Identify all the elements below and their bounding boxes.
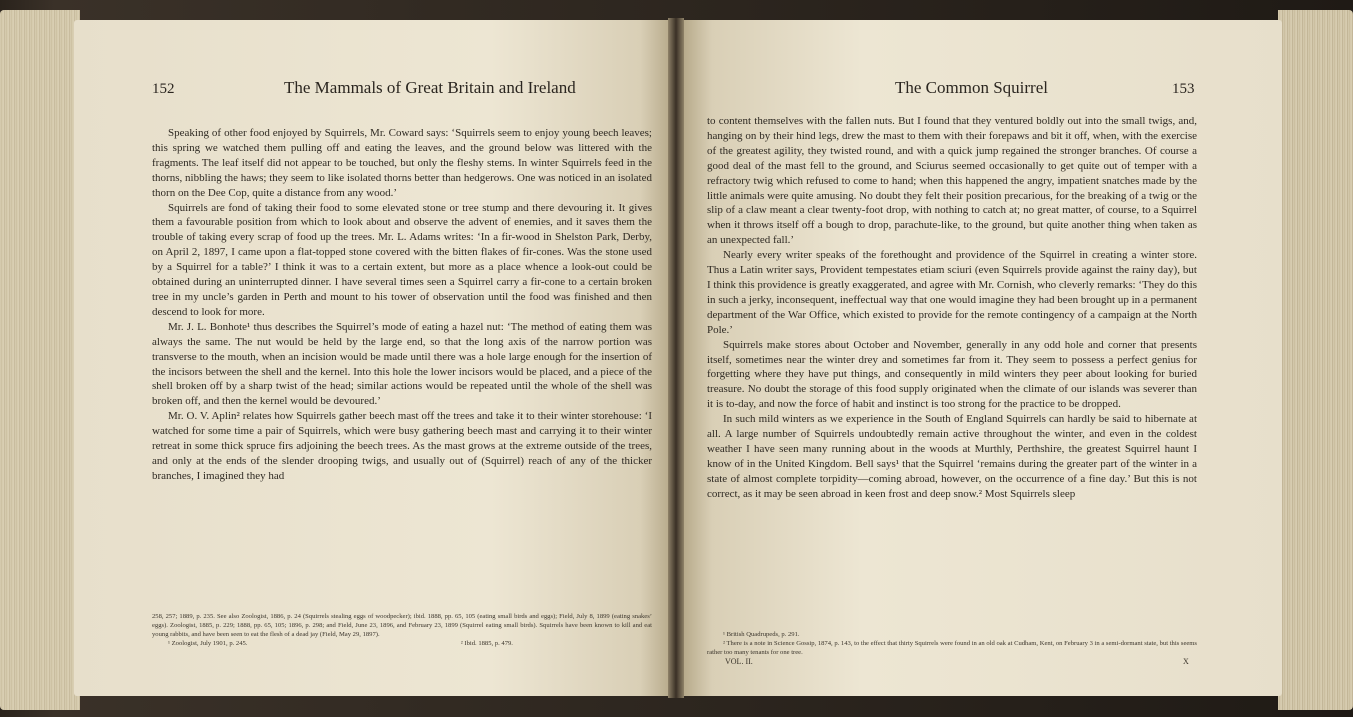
left-running-head: The Mammals of Great Britain and Ireland bbox=[284, 78, 576, 97]
paragraph: Mr. J. L. Bonhote¹ thus describes the Squirrel’s mode of eating a hazel nut: ‘The method of eating them was always the same. The nut would be held by the large end, so that the long axis of the narrow portion was transverse to the mouth, when an incision would be made until there was a hole large enough for the insertion of the incisors between the shell and the kernel. Into this hole the lower incisors would be placed, and a piece of the shell broken off by a sharp twist of the head; similar actions would be repeated until the whole of the shell was broken off, and then the kernel would be devoured.’ bbox=[152, 320, 652, 408]
gathering-signature: X bbox=[1183, 657, 1189, 666]
paragraph: Squirrels are fond of taking their food to some elevated stone or tree stump and there devouring it. It gives them a favourable position from which to look about and observe the advent of enemies, and it saves them the trouble of taking every scrap of food up the trees. Mr. L. Adams writes: ‘In a fir-wood in Shelston Park, Derby, on April 2, 1897, I came upon a flat-topped stone covered with the bitten flakes of fir-cones. Was the stone used by a Squirrel for a table?’ I think it was to a certain extent, but more as a place whence a look-out could be obtained during an uninterrupted dinner. I have several times seen a Squirrel carry a fir-cone to a certain broken tree in my uncle’s garden in Perth and mount to his tower of observation until the food was finished and then descend to look for more. bbox=[152, 201, 652, 318]
footnote: 258, 257; 1889, p. 235. See also Zoologist, 1886, p. 24 (Squirrels stealing eggs of woodpecker); ibid. 1888, pp. 65, 105 (eating small birds and eggs); Field, July 8, 1899 (eating snakes’ eggs). Zoologist, 1885, p. 229; 1888, pp. 65, 105; 1896, p. 298; and Field, June 23, 1896, and February 23, 1899 (Squirrel eating small birds). Squirrels have been known to kill and eat young rabbits, and have been seen to eat the flesh of a dead jay (Field, May 29, 1897). bbox=[152, 613, 652, 638]
footnote: ² There is a note in Science Gossip, 1874, p. 143, to the effect that thirty Squirrels were found in an old oak at Cudham, Kent, on February 3 in a semi-dormant state, but this seems rather too many tenants for one tree. bbox=[707, 640, 1197, 656]
left-page-footnotes bbox=[152, 612, 652, 648]
left-page-edges bbox=[0, 10, 80, 710]
right-page-footnotes bbox=[707, 630, 1197, 657]
book-gutter bbox=[668, 18, 684, 698]
right-page-body bbox=[707, 114, 1197, 502]
paragraph: In such mild winters as we experience in the South of England Squirrels can hardly be said to hibernate at all. A large number of Squirrels undoubtedly remain active throughout the winter, and even in the coldest weather I have seen many running about in the woods at Murthly, Perthshire, the greatest Squirrel haunt I know of in the United Kingdom. Bell says¹ that the Squirrel ‘remains during the greater part of the winter in a state of almost complete torpidity—coming abroad, however, on the occurrence of a fine day.’ But this is not correct, as it may be seen abroad in keen frost and deep snow.² Most Squirrels sleep bbox=[707, 413, 1197, 500]
left-page-number: 152 bbox=[152, 81, 175, 97]
paragraph: Nearly every writer speaks of the forethought and providence of the Squirrel in creating a winter store. Thus a Latin writer says, Provident tempestates etiam sciuri (even Squirrels provide against the rainy day), but I think this providence is greatly exaggerated, and agree with Mr. Cornish, who cleverly remarks: ‘They do this in such a jerky, inconsequent, ineffectual way that one would imagine they had been brought up in a permanent department of the War Office, which existed to provide for the remote contingency of a campaign at the North Pole.’ bbox=[707, 249, 1197, 336]
paragraph: Squirrels make stores about October and November, generally in any odd hole and corner that presents itself, sometimes near the winter drey and sometimes far from it. They seem to possess a perfect genius for forgetting where they have put things, and consequently in mild winters they peer about looking for buried treasure. No doubt the storage of this food supply originated when the climate of our islands was severer than it is to-day, and now the force of habit and instinct is too strong for the practice to be dropped. bbox=[707, 338, 1197, 411]
paragraph: Speaking of other food enjoyed by Squirrels, Mr. Coward says: ‘Squirrels seem to enjoy young beech leaves; this spring we watched them pulling off and eating the leaves, and the ground below was littered with the fragments. The leaf itself did not appear to be touched, but only the fleshy stems. In winter Squirrels feed in the thorns, nibbling the haws; they seem to like isolated thorns better than hedgerows. One was noticed in an isolated thorn on the Dee Cop, quite a distance from any wood.’ bbox=[152, 127, 652, 199]
paragraph: Mr. O. V. Aplin² relates how Squirrels gather beech mast off the trees and take it to their winter storehouse: ‘I watched for some time a pair of Squirrels, which were busy gathering beech mast and carrying it to their winter retreat in some thick spruce firs adjoining the beech trees. As the mast grows at the extreme outside of the trees, and only at the ends of the slender drooping twigs, and usually out of (Squirrel) reach of any of the thicker branches, I imagined they had bbox=[152, 410, 652, 482]
right-page-number: 153 bbox=[1172, 81, 1195, 97]
paragraph: to content themselves with the fallen nuts. But I found that they ventured boldly out into the small twigs, and, hanging on by their hind legs, drew the mast to them with their forepaws and bit it off, when, with the exercise of the greatest agility, they twisted round, and with a quick jump regained the stronger branches. Of course a good deal of the mast fell to the ground, and Sciurus seemed occasionally to get quite out of temper with a refractory twig which refused to come to hand; when this happened the angry, impatient snatches made by the little animals were quite amusing. No doubt they felt their position precarious, for the breaking of a twig or the slip of a claw meant a clear twenty-foot drop, with nothing to catch at; no great matter, of course, to a Squirrel when it throws itself off a bough to drop, parachute-like, to the ground, but quite another thing when taken as an unexpected fall.’ bbox=[707, 115, 1197, 247]
volume-signature: VOL. II. bbox=[725, 657, 753, 666]
footnote: ¹ British Quadrupeds, p. 291. bbox=[723, 631, 800, 638]
right-running-head: The Common Squirrel bbox=[895, 78, 1048, 97]
right-page-edges bbox=[1278, 10, 1353, 710]
left-page-body bbox=[152, 126, 652, 484]
footnote: ¹ Zoologist, July 1901, p. 245. ² Ibid. 1885, p. 479. bbox=[168, 640, 513, 647]
